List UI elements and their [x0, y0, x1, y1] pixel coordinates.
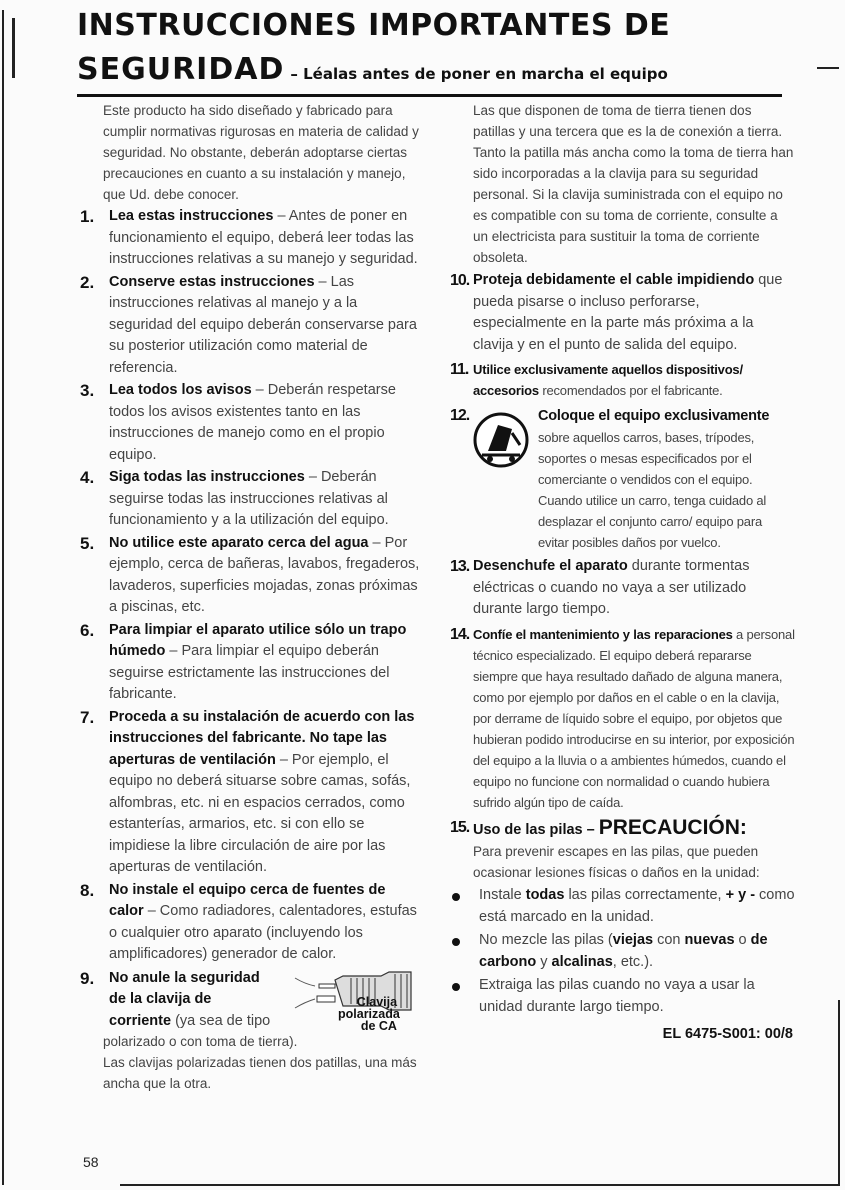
bullet-icon [452, 983, 460, 991]
item-heading: No anule la seguridad [109, 969, 260, 986]
plug-label-line: polarizada [338, 1006, 400, 1021]
item-number: 11. [450, 361, 469, 378]
intro-paragraph: Este producto ha sido diseñado y fabricado para cumplir normativas rigurosas en materia de calidad y seguridad. No obstante, deberán adoptarse ciertas precauciones en cuanto a su instalación y manejo, que Ud. debe conocer. [103, 103, 419, 202]
item-number: 6. [80, 620, 95, 640]
page-subtitle: – Léalas antes de poner en marcha el equipo [290, 65, 668, 83]
item-text: a personal técnico especializado. El equipo deberá repararse siempre que haya resultado dañado de alguna manera, como por ejemplo por daños en el cable o en la clavija, por derrame de líquido sobre el equipo, por objetos que hubieran podido introducirse en su interior, por exposición del equipo a la lluvia o a ambientes húmedos, cuando el equipo no funcione con normalidad o cuando hubiera sufrido algún tipo de caída. [473, 626, 795, 810]
bullet-bold: + y - [725, 887, 756, 903]
item-number: 10. [450, 272, 470, 289]
item-heading: Proteja debidamente el cable impidiendo [473, 272, 755, 288]
plug-label-line: Clavija [356, 994, 398, 1009]
battery-bullet [450, 930, 795, 973]
bullet-bold: todas [525, 887, 565, 903]
item-text: (ya sea de tipo [171, 1012, 271, 1029]
item-heading: Coloque el equipo exclusivamente [538, 408, 770, 424]
title-rule [77, 94, 782, 97]
bullet-text: o [734, 932, 751, 948]
bottom-edge-line [120, 1184, 840, 1186]
list-item [450, 556, 795, 621]
item-text: – Las instrucciones relativas al manejo y a la seguridad del equipo deberán conservarse para su posterior utilización como material de referencia. [109, 273, 417, 376]
right-edge-tick [817, 67, 839, 69]
right-edge-line [838, 1000, 840, 1185]
item-text: durante tormentas eléctricas o cuando no vaya a ser utilizado durante largo tiempo. [473, 558, 750, 617]
list-item [450, 624, 795, 813]
item-text: – Como radiadores, calentadores, estufas o cualquier otro aparato (incluyendo los amplificadores) generador de calor. [109, 903, 417, 962]
battery-bullet [450, 975, 795, 1018]
item-heading: Conserve estas instrucciones [109, 273, 315, 290]
right-column [450, 100, 795, 1042]
battery-bullet [450, 885, 795, 928]
binding-edge-mark [12, 18, 15, 78]
list-item [450, 270, 795, 356]
plug-extra-text: Las clavijas polarizadas tienen dos patillas, una más ancha que la otra. [103, 1055, 417, 1091]
bullet-bold: viejas [612, 932, 654, 948]
item-number: 5. [80, 533, 95, 553]
item-number: 15. [450, 818, 470, 836]
precaution-heading: PRECAUCIÓN: [598, 815, 747, 839]
item-number: 14. [450, 625, 470, 643]
item-text: – Deberán respetarse todos los avisos existentes tanto en las instrucciones de manejo como en el propio equipo. [109, 382, 396, 463]
item-heading: Lea estas instrucciones [109, 208, 274, 224]
item-text: – Por ejemplo, el equipo no deberá situarse sobre camas, sofás, alfombras, etc. ni en espacios cerrados, como estanterías, armarios, etc. si con ello se impidiese la libre circulación de aire por las aperturas de ventilación. [109, 751, 411, 875]
bullet-text: , etc.). [612, 953, 654, 970]
item-heading: corriente [109, 1012, 172, 1029]
item-text: que pueda pisarse o incluso perforarse, especialmente en la parte más próxima a la clavija y en el punto de salida del equipo. [473, 272, 783, 353]
list-item [80, 380, 422, 466]
binding-edge-line [2, 10, 4, 1185]
list-item [80, 467, 422, 532]
list-item [450, 817, 795, 842]
bullet-text: Instale [479, 887, 526, 903]
bullet-text: con [653, 932, 685, 948]
list-item [80, 620, 422, 706]
item-heading: Siga todas las instrucciones [109, 469, 305, 485]
bullet-text: y [536, 953, 552, 970]
left-column [80, 100, 422, 1094]
item-heading: Lea todos los avisos [109, 382, 252, 398]
page-title-line1: INSTRUCCIONES IMPORTANTES DE [77, 8, 671, 43]
item-heading: Desenchufe el aparato [473, 558, 628, 574]
bullet-text: Extraiga las pilas cuando no vaya a usar la unidad durante largo tiempo. [479, 977, 755, 1015]
document-code: EL 6475-S001: 00/8 [662, 1026, 793, 1042]
item-text: – Para limpiar el equipo deberán seguirse estrictamente las instrucciones del fabricante. [109, 643, 390, 702]
ground-plug-paragraph: Las que disponen de toma de tierra tienen dos patillas y una tercera que es la de conexión a tierra. Tanto la patilla más ancha como la toma de tierra han sido incorporadas a la clavija para su seguridad personal. Si la clavija suministrada con el equipo no es compatible con su toma de corriente, consulte a un electricista para sustituir la toma de corriente obsoleta. [473, 103, 794, 265]
bullet-bold: de carbono [479, 932, 768, 970]
item-number: 3. [80, 381, 95, 400]
item-text: sobre aquellos carros, bases, trípodes, soportes o mesas especificados por el comerciante o vendidos con el equipo. Cuando utilice un carro, tenga cuidado al desplazar el conjunto carro/ equipo para evitar posibles daños por vuelco. [538, 430, 767, 550]
item-text: – Por ejemplo, cerca de bañeras, lavabos, fregaderos, lavaderos, superficies mojadas, zonas próximas a piscinas, etc. [109, 534, 420, 615]
item-number: 1. [80, 207, 95, 226]
page-title-line2 [77, 52, 668, 87]
list-item [80, 880, 422, 966]
list-item [80, 707, 422, 879]
page-number: 58 [83, 1154, 99, 1170]
item-heading: Utilice exclusivamente aquellos dispositivos/ accesorios [473, 362, 743, 398]
bullet-icon [452, 893, 460, 901]
item-heading: Confíe el mantenimiento y las reparaciones [473, 626, 733, 642]
list-item [80, 272, 422, 380]
list-item [450, 359, 795, 401]
item-number: 9. [80, 968, 95, 988]
item-number: 2. [80, 272, 95, 292]
page-title-seguridad: SEGURIDAD [77, 52, 285, 87]
item-number: 12. [450, 407, 470, 424]
item-number: 4. [80, 468, 95, 487]
plug-text-cont: polarizado o con toma de tierra). [103, 1034, 298, 1049]
item-heading: No instale el equipo cerca de fuentes de calor [109, 881, 386, 919]
bullet-bold: nuevas [684, 932, 735, 948]
item-text: – Deberán seguirse todas las instrucciones relativas al funcionamiento y a la utilización del equipo. [109, 469, 389, 528]
item-number: 7. [80, 707, 95, 727]
bullet-icon [452, 938, 460, 946]
item-heading: No utilice este aparato cerca del agua [109, 534, 369, 551]
bullet-text: como está marcado en la unidad. [479, 887, 795, 925]
list-item-plug [80, 968, 422, 1033]
item-heading: de la clavija de [109, 991, 212, 1007]
item-text: recomendados por el fabricante. [538, 383, 723, 398]
plug-label [338, 996, 400, 1032]
item-text: – Antes de poner en funcionamiento el equipo, deberá leer todas las instrucciones relativas a su manejo y seguridad. [109, 208, 418, 267]
list-item [80, 533, 422, 619]
bullet-text: No mezcle las pilas ( [479, 932, 613, 948]
item-number: 8. [80, 880, 95, 900]
bullet-text: las pilas correctamente, [564, 887, 726, 903]
item-heading: Para limpiar el aparato utilice sólo un trapo húmedo [109, 621, 407, 659]
cart-tip-warning-icon [472, 411, 530, 469]
list-item [80, 206, 422, 271]
item-number: 13. [450, 558, 470, 575]
battery-intro: Para prevenir escapes en las pilas, que pueden ocasionar lesiones físicas o daños en la unidad: [473, 844, 760, 880]
item-heading: Proceda a su instalación de acuerdo con las instrucciones del fabricante. No tape las aperturas de ventilación [109, 708, 415, 768]
list-item-cart [450, 405, 795, 553]
plug-label-line: de CA [360, 1018, 397, 1033]
item-heading: Uso de las pilas – [473, 821, 599, 838]
bullet-bold: alcalinas [551, 953, 613, 970]
